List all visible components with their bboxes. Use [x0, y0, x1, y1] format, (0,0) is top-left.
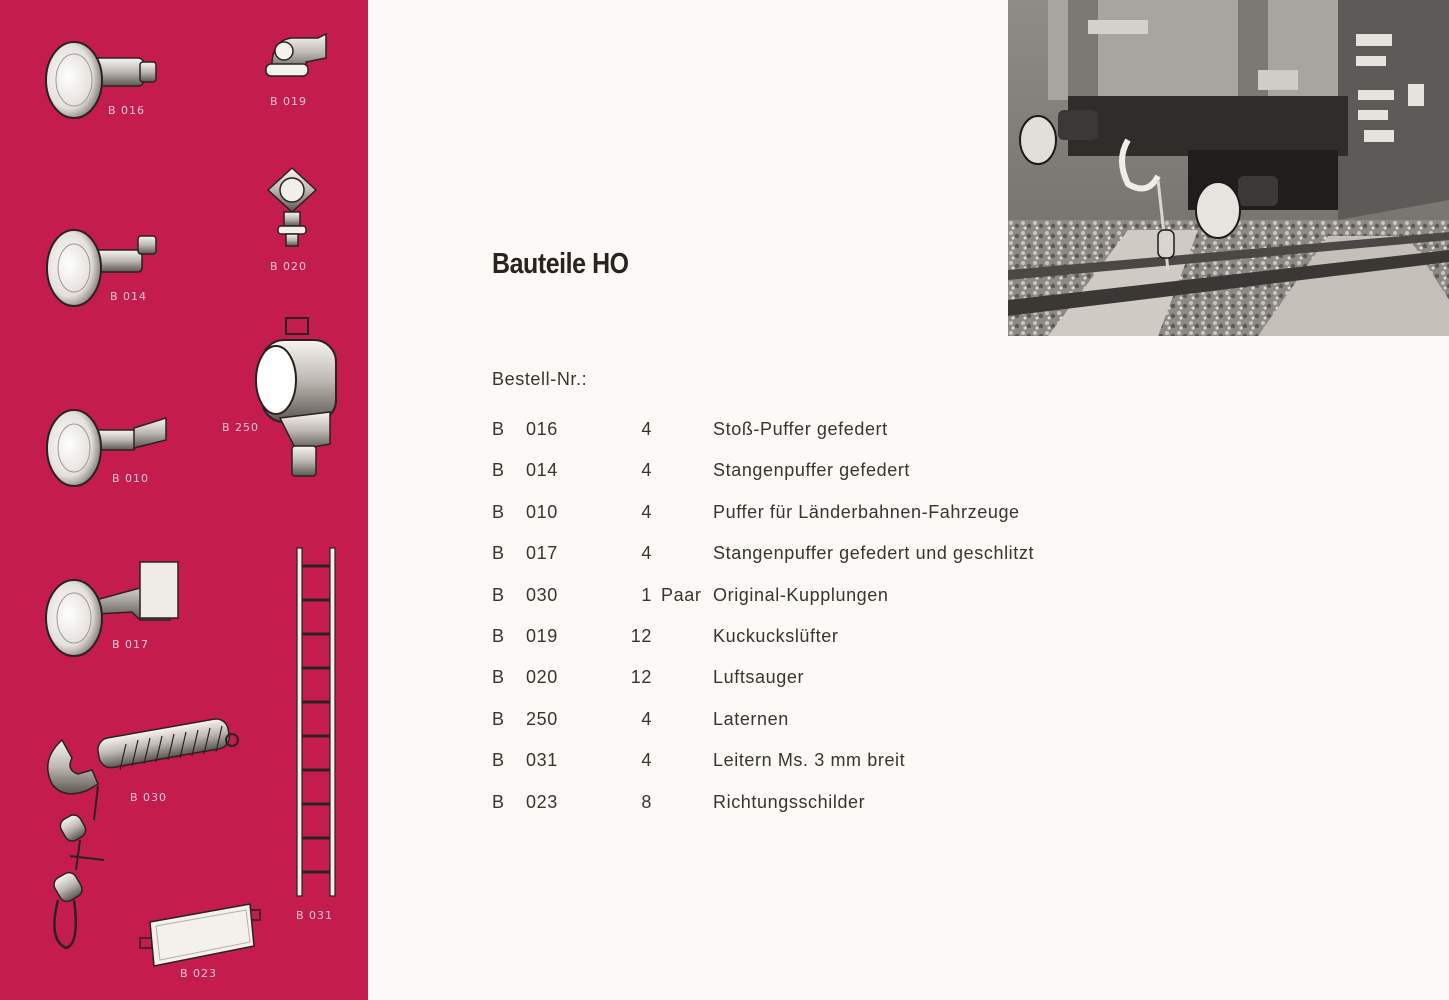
item-description: Laternen [713, 708, 789, 729]
item-description: Stangenpuffer gefedert und geschlitzt [713, 543, 1035, 564]
item-description: Luftsauger [713, 667, 805, 688]
ladder-b031-drawing [297, 548, 335, 896]
list-item [492, 585, 1112, 626]
item-prefix: B [492, 750, 505, 771]
item-quantity: 1 [641, 584, 652, 605]
item-prefix: B [492, 667, 505, 688]
item-quantity: 12 [630, 667, 652, 688]
list-item [492, 626, 1112, 667]
item-description: Original-Kupplungen [713, 584, 889, 605]
list-item [492, 419, 1112, 460]
item-quantity: 4 [641, 419, 652, 439]
list-item [492, 792, 1112, 833]
list-item [492, 667, 1112, 708]
illustration-label-b010: B 010 [112, 472, 150, 485]
item-number: 023 [526, 791, 558, 812]
item-description: Leitern Ms. 3 mm breit [713, 750, 906, 771]
item-number: 030 [526, 584, 558, 605]
item-number: 019 [526, 625, 558, 646]
item-number: 010 [526, 501, 558, 522]
illustration-label-b023: B 023 [180, 967, 218, 980]
item-number: 016 [526, 419, 558, 439]
air-intake-b020-drawing [268, 168, 316, 246]
illustration-panel [0, 0, 368, 1000]
lantern-b250-drawing [256, 318, 336, 476]
illustration-label-b016: B 016 [108, 104, 146, 117]
list-item [492, 460, 1112, 501]
item-prefix: B [492, 419, 505, 439]
ventilator-b019-drawing [266, 34, 326, 76]
item-quantity: 8 [641, 791, 652, 812]
item-quantity: 4 [641, 708, 652, 729]
item-number: 017 [526, 543, 558, 564]
illustration-label-b014: B 014 [110, 290, 148, 303]
item-quantity: 4 [641, 501, 652, 522]
illustration-label-b020: B 020 [270, 260, 308, 273]
parts-list [492, 419, 1112, 833]
item-prefix: B [492, 791, 505, 812]
illustration-label-b031: B 031 [296, 909, 334, 922]
item-quantity: 4 [641, 750, 652, 771]
illustration-label-b250: B 250 [222, 421, 260, 434]
item-description: Stoß-Puffer gefedert [713, 419, 888, 439]
illustration-label-b017: B 017 [112, 638, 150, 651]
item-quantity: 4 [641, 460, 652, 481]
item-number: 014 [526, 460, 558, 481]
item-number: 250 [526, 708, 558, 729]
item-description: Richtungsschilder [713, 791, 866, 812]
page-title: Bauteile HO [492, 248, 629, 280]
item-quantity: 4 [641, 543, 652, 564]
order-number-label: Bestell-Nr.: [492, 369, 588, 389]
item-description: Kuckuckslüfter [713, 625, 839, 646]
illustration-label-b019: B 019 [270, 95, 308, 108]
item-description: Stangenpuffer gefedert [713, 460, 911, 481]
wagon-photo [1008, 0, 1449, 336]
direction-plate-b023-drawing [140, 904, 260, 966]
list-item [492, 709, 1112, 750]
item-prefix: B [492, 625, 505, 646]
item-prefix: B [492, 708, 505, 729]
list-item [492, 750, 1112, 791]
item-prefix: B [492, 584, 505, 605]
illustration-label-b030: B 030 [130, 791, 168, 804]
item-unit: Paar [661, 584, 702, 605]
item-prefix: B [492, 543, 505, 564]
item-prefix: B [492, 501, 505, 522]
item-description: Puffer für Länderbahnen-Fahrzeuge [713, 501, 1020, 522]
item-prefix: B [492, 460, 505, 481]
item-number: 020 [526, 667, 558, 688]
list-item [492, 502, 1112, 543]
item-number: 031 [526, 750, 558, 771]
item-quantity: 12 [630, 625, 652, 646]
list-item [492, 543, 1112, 584]
